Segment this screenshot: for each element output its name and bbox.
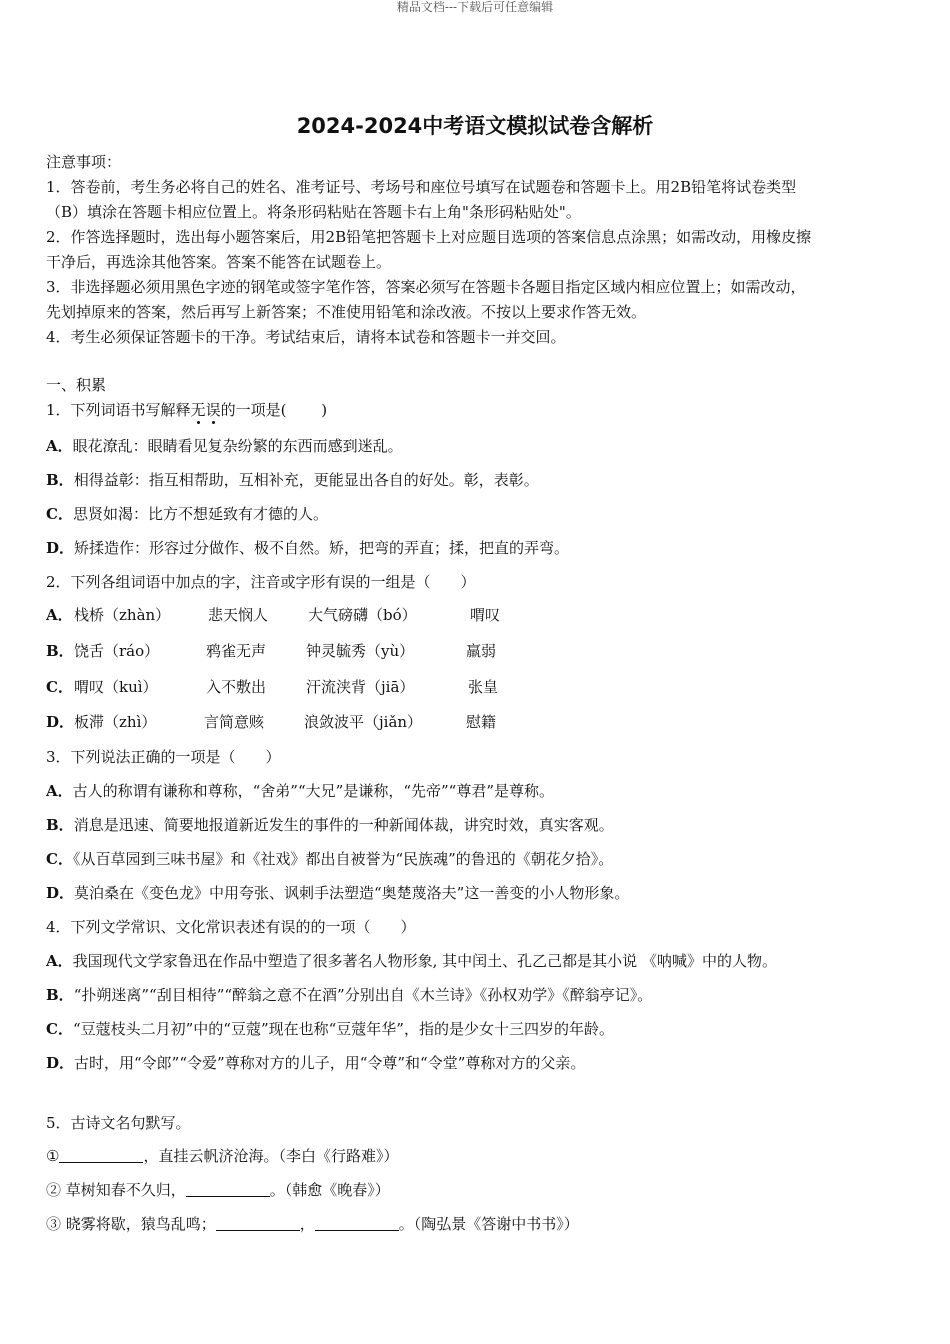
question-5-line-2 <box>46 1180 390 1200</box>
question-1-option-c <box>46 504 328 524</box>
option-letter: A． <box>46 952 73 970</box>
option-letter: D． <box>46 1054 75 1072</box>
option-letter: C． <box>46 505 73 523</box>
stem-text: 的一项是( ) <box>220 401 328 419</box>
note-line: 4．考生必须保证答题卡的干净。考试结束后，请将本试卷和答题卡一并交回。 <box>46 328 566 346</box>
answer-blank[interactable] <box>315 1214 399 1231</box>
question-2-stem: 2．下列各组词语中加点的字，注音或字形有误的一组是（ ） <box>46 573 476 591</box>
option-text: 古人的称谓有谦称和尊称，“舍弟”“大兄”是谦称，“先帝”“尊君”是尊称。 <box>72 782 554 800</box>
option-letter: B． <box>46 986 74 1004</box>
option-text: 古时，用“令郎”“令爱”尊称对方的儿子，用“令尊”和“令堂”尊称对方的父亲。 <box>74 1054 586 1072</box>
option-letter: A． <box>46 437 73 455</box>
line-text: ，直挂云帆济沧海。（李白《行路难》） <box>143 1147 399 1165</box>
word-pinyin: 汗流浃背（jiā） <box>306 678 415 696</box>
option-letter: D． <box>46 539 75 557</box>
word-pinyin: 喟叹（kuì） <box>74 678 158 696</box>
question-1-option-a <box>46 436 403 456</box>
option-text: 眼花潦乱：眼睛看见复杂纷繁的东西而感到迷乱。 <box>72 437 403 455</box>
option-letter: B． <box>46 471 74 489</box>
answer-blank[interactable] <box>59 1146 143 1163</box>
word-pinyin: 浪敛波平（jiǎn） <box>304 713 423 731</box>
option-letter: B． <box>46 642 74 660</box>
question-5-stem: 5．古诗文名句默写。 <box>46 1114 191 1132</box>
question-3-option-c <box>46 849 613 869</box>
option-text: 莫泊桑在《变色龙》中用夸张、讽刺手法塑造“奥楚蔑洛夫”这一善变的小人物形象。 <box>74 884 630 902</box>
answer-blank[interactable] <box>216 1214 300 1231</box>
option-text: “豆蔻枝头二月初”中的“豆蔻”现在也称“豆蔻年华”，指的是少女十三四岁的年龄。 <box>72 1020 614 1038</box>
emphasis-char: 无 <box>190 401 206 419</box>
word-pinyin: 饶舌（ráo） <box>74 642 160 660</box>
header-note: 精品文档---下载后可任意编辑 <box>396 0 554 14</box>
question-3-option-a <box>46 781 554 801</box>
section-heading: 一、积累 <box>46 376 107 394</box>
option-text: 相得益彰：指互相帮助，互相补充，更能显出各自的好处。彰，表彰。 <box>73 471 539 489</box>
emphasis-char: 误 <box>205 401 221 419</box>
question-2-row-b <box>46 641 904 663</box>
option-text: 思贤如渴：比方不想延致有才德的人。 <box>72 505 328 523</box>
question-2-row-d <box>46 712 904 734</box>
note-line: （B）填涂在答题卡相应位置上。将条形码粘贴在答题卡右上角"条形码粘贴处"。 <box>46 203 581 221</box>
notes-section <box>46 150 904 350</box>
word-pinyin: 大气磅礴（bó） <box>308 606 417 624</box>
option-letter: D． <box>46 713 75 731</box>
document-title: 2024-2024中考语文模拟试卷含解析 <box>296 114 654 138</box>
question-2-row-a <box>46 605 904 627</box>
question-4-option-d <box>46 1053 585 1073</box>
word: 羸弱 <box>466 642 497 660</box>
word: 张皇 <box>468 678 499 696</box>
question-3-option-b <box>46 815 614 835</box>
word: 悲天悯人 <box>208 606 269 624</box>
question-5-line-1 <box>46 1146 398 1166</box>
question-3-stem: 3．下列说法正确的一项是（ ） <box>46 748 281 766</box>
note-line: 2．作答选择题时，选出每小题答案后，用2B铅笔把答题卡上对应题目选项的答案信息点涂黑；如需改动，用橡皮擦 <box>46 228 812 246</box>
word: 入不敷出 <box>206 678 267 696</box>
note-line: 干净后，再选涂其他答案。答案不能答在试题卷上。 <box>46 253 392 271</box>
option-letter: A． <box>46 782 73 800</box>
word: 言简意赅 <box>204 713 265 731</box>
option-letter: B． <box>46 816 74 834</box>
option-text: 矫揉造作：形容过分做作、极不自然。矫，把弯的弄直；揉，把直的弄弯。 <box>74 539 570 557</box>
word-pinyin: 栈桥（zhàn） <box>74 606 171 624</box>
line-text: 。（韩愈《晚春》） <box>269 1181 390 1199</box>
stem-text: 1．下列词语书写解释 <box>46 401 191 419</box>
line-text: ， <box>299 1215 315 1233</box>
note-line: 3．非选择题必须用黑色字迹的钢笔或签字笔作答，答案必须写在答题卡各题目指定区域内相应位置上；如需改动， <box>46 278 806 296</box>
option-letter: C． <box>46 678 73 696</box>
question-3-option-d <box>46 883 629 903</box>
question-4-option-c <box>46 1019 614 1039</box>
option-letter: A． <box>46 606 73 624</box>
question-5-line-3 <box>46 1214 579 1234</box>
option-letter: C． <box>46 1020 73 1038</box>
question-4-option-b <box>46 985 652 1005</box>
notes-heading: 注意事项： <box>46 153 122 171</box>
option-letter: D． <box>46 884 75 902</box>
question-2-row-c <box>46 677 904 699</box>
word: 喟叹 <box>470 606 501 624</box>
question-1-option-b <box>46 470 539 490</box>
answer-blank[interactable] <box>186 1180 270 1197</box>
question-1-option-d <box>46 538 569 558</box>
note-line: 先划掉原来的答案，然后再写上新答案；不准使用铅笔和涂改液。不按以上要求作答无效。 <box>46 303 647 321</box>
word: 鸦雀无声 <box>206 642 267 660</box>
line-text: ② 草树知春不久归， <box>46 1181 186 1199</box>
note-line: 1．答卷前，考生务必将自己的姓名、准考证号、考场号和座位号填写在试题卷和答题卡上。用2B铅笔将试卷类型 <box>46 178 797 196</box>
option-text: 消息是迅速、简要地报道新近发生的事件的一种新闻体裁，讲究时效，真实客观。 <box>73 816 614 834</box>
line-text: 。（陶弘景《答谢中书书》） <box>398 1215 579 1233</box>
option-text: “扑朔迷离”“刮目相待”“醉翁之意不在酒”分别出自《木兰诗》《孙权劝学》《醉翁亭记》。 <box>73 986 653 1004</box>
line-text: ③ 晓雾将歇，猿鸟乱鸣； <box>46 1215 216 1233</box>
question-1-stem <box>46 400 327 420</box>
option-text: 我国现代文学家鲁迅在作品中塑造了很多著名人物形象, 其中闰土、孔乙己都是其小说 《呐喊》中的人物。 <box>72 952 777 970</box>
option-text: 《从百草园到三味书屋》和《社戏》都出自被誉为“民族魂”的鲁迅的《朝花夕拾》。 <box>72 850 614 868</box>
word-pinyin: 钟灵毓秀（yù） <box>306 642 415 660</box>
question-4-option-a <box>46 951 777 971</box>
line-marker: ① <box>46 1147 60 1165</box>
word: 慰籍 <box>466 713 497 731</box>
word-pinyin: 板滞（zhì） <box>74 713 157 731</box>
option-letter: C． <box>46 850 73 868</box>
question-4-stem: 4．下列文学常识、文化常识表述有误的的一项（ ） <box>46 918 416 936</box>
